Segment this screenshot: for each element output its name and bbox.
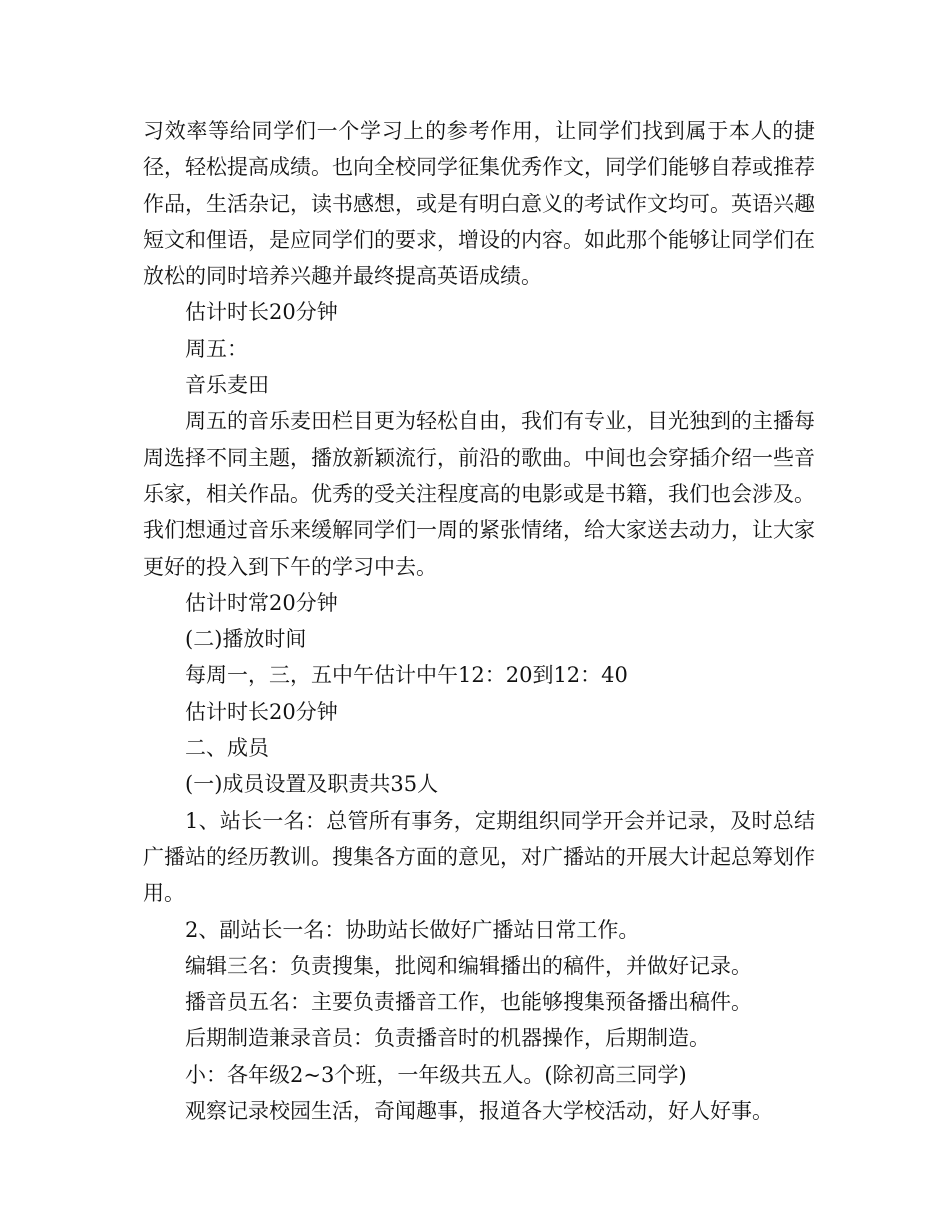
- paragraph: 估计时常20分钟: [185, 590, 338, 615]
- paragraph: (一)成员设置及职责共35人: [185, 772, 439, 797]
- paragraph: 音乐麦田: [185, 373, 269, 398]
- paragraph: 周五的音乐麦田栏目更为轻松自由，我们有专业，目光独到的主播每周选择不同主题，播放新颖流行，前沿的歌曲。中间也会穿插介绍一些音乐家，相关作品。优秀的受关注程度高的电影或是书籍，我们也会涉及。我们想通过音乐来缓解同学们一周的紧张情绪，给大家送去动力，让大家更好的投入到下午的学习中去。: [143, 409, 815, 579]
- paragraph: 播音员五名：主要负责播音工作，也能够搜集预备播出稿件。: [185, 990, 752, 1015]
- paragraph: 估计时长20分钟: [185, 300, 338, 325]
- paragraph: 后期制造兼录音员：负责播音时的机器操作，后期制造。: [185, 1026, 710, 1051]
- paragraph: 1、站长一名：总管所有事务，定期组织同学开会并记录，及时总结广播站的经历教训。搜集各方面的意见，对广播站的开展大计起总筹划作用。: [143, 808, 815, 906]
- paragraph: 编辑三名：负责搜集，批阅和编辑播出的稿件，并做好记录。: [185, 953, 752, 978]
- paragraph: 观察记录校园生活，奇闻趣事，报道各大学校活动，好人好事。: [185, 1099, 773, 1124]
- paragraph: 周五：: [185, 336, 248, 361]
- paragraph: 习效率等给同学们一个学习上的参考作用，让同学们找到属于本人的捷径，轻松提高成绩。也向全校同学征集优秀作文，同学们能够自荐或推荐作品，生活杂记，读书感想，或是有明白意义的考试作文均可。英语兴趣短文和俚语，是应同学们的要求，增设的内容。如此那个能够让同学们在放松的同时培养兴趣并最终提高英语成绩。: [143, 119, 815, 289]
- paragraph: 二、成员: [185, 736, 269, 761]
- paragraph: 每周一，三，五中午估计中午12：20到12：40: [185, 663, 628, 688]
- paragraph: 2、副站长一名：协助站长做好广播站日常工作。: [185, 917, 640, 942]
- paragraph: 估计时长20分钟: [185, 699, 338, 724]
- paragraph: (二)播放时间: [185, 627, 307, 652]
- paragraph: 小：各年级2~3个班，一年级共五人。(除初高三同学): [185, 1062, 687, 1087]
- document-body: [143, 113, 815, 1129]
